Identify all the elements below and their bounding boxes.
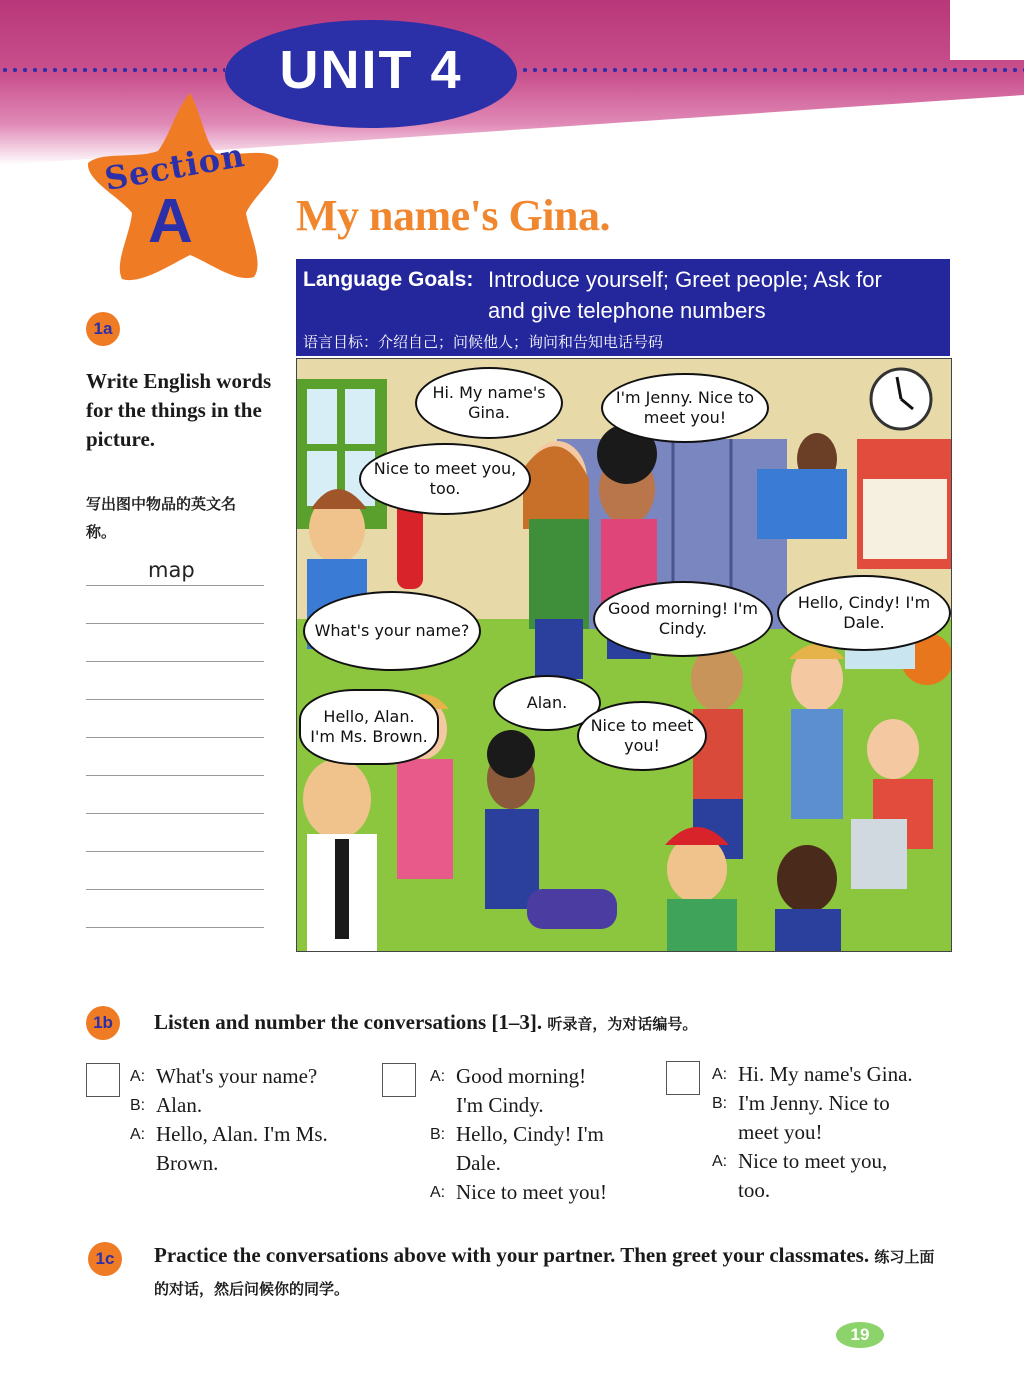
number-box-2[interactable] — [382, 1063, 416, 1097]
section-label: Section — [101, 136, 248, 198]
conversation-3 — [712, 1060, 962, 1205]
number-box-3[interactable] — [666, 1061, 700, 1095]
speaker: B: — [130, 1097, 146, 1114]
conversation-line — [712, 1060, 962, 1089]
conversation-line — [130, 1149, 370, 1178]
line-text: Hi. My name's Gina. — [738, 1062, 913, 1086]
unit-title: UNIT 4 — [279, 40, 463, 100]
exercise-1c-chinese: 练习上面的对话，然后问候你的同学。 — [154, 1248, 935, 1298]
exercise-1a-badge: 1a — [86, 312, 120, 346]
speaker — [712, 1176, 738, 1205]
exercise-1c-badge: 1c — [88, 1242, 122, 1276]
dotted-line-left — [0, 67, 225, 73]
line-text: Hello, Alan. I'm Ms. — [156, 1122, 328, 1146]
goals-chinese: 语言目标：介绍自己；问候他人；询问和告知电话号码 — [303, 333, 664, 351]
answer-example: map — [148, 558, 195, 582]
number-box-1[interactable] — [86, 1063, 120, 1097]
speaker: A: — [130, 1068, 146, 1085]
exercise-1b-badge: 1b — [86, 1006, 120, 1040]
line-text: Hello, Cindy! I'm — [456, 1122, 604, 1146]
answer-line[interactable] — [86, 851, 264, 852]
line-text: Nice to meet you! — [456, 1180, 608, 1204]
speech-bubble-jenny-reply: Nice to meet you, too. — [359, 443, 531, 515]
answer-line[interactable] — [86, 585, 264, 586]
section-letter: A — [148, 187, 193, 256]
line-text: Nice to meet you, — [738, 1149, 888, 1173]
line-text: I'm Cindy. — [456, 1093, 544, 1117]
language-goals-box — [296, 259, 950, 356]
conversation-line — [130, 1062, 370, 1091]
speaker: B: — [430, 1126, 446, 1143]
goals-text-line2: and give telephone numbers — [488, 298, 766, 323]
conversation-1 — [130, 1062, 370, 1178]
line-text: What's your name? — [156, 1064, 318, 1088]
speaker: B: — [712, 1095, 728, 1112]
speech-bubble-alan-reply: Nice to meet you! — [577, 701, 707, 771]
line-text: Brown. — [156, 1151, 219, 1175]
line-text: Dale. — [456, 1151, 501, 1175]
exercise-1b-english: Listen and number the conversations [1–3]. — [154, 1010, 543, 1034]
line-text: too. — [738, 1178, 771, 1202]
speaker: A: — [430, 1068, 446, 1085]
line-text: Good morning! — [456, 1064, 587, 1088]
answer-line[interactable] — [86, 889, 264, 890]
dotted-line-right — [520, 67, 1024, 73]
exercise-1b-chinese: 听录音，为对话编号。 — [547, 1015, 698, 1033]
exercise-1a-chinese: 写出图中物品的英文名称。 — [86, 495, 237, 541]
line-text: meet you! — [738, 1120, 823, 1144]
answer-line[interactable] — [86, 623, 264, 624]
conversation-line — [430, 1062, 660, 1091]
exercise-1c-instruction — [154, 1240, 944, 1304]
conversation-line — [712, 1118, 962, 1147]
conversation-line — [430, 1149, 660, 1178]
speaker: A: — [712, 1153, 728, 1170]
speech-bubble-dale: Hello, Cindy! I'm Dale. — [777, 575, 951, 651]
answer-line[interactable] — [86, 775, 264, 776]
line-text: Alan. — [156, 1093, 203, 1117]
conversation-line — [130, 1091, 370, 1120]
speaker — [130, 1149, 156, 1178]
conversation-line — [712, 1176, 962, 1205]
speaker: A: — [712, 1066, 728, 1083]
exercise-1b-instruction — [154, 1010, 697, 1035]
speaker — [712, 1118, 738, 1147]
conversation-line — [712, 1089, 962, 1118]
answer-line[interactable] — [86, 813, 264, 814]
conversation-line — [130, 1120, 370, 1149]
speech-bubble-brown-greeting: Hello, Alan. I'm Ms. Brown. — [299, 689, 439, 765]
speaker: A: — [130, 1126, 146, 1143]
lesson-title: My name's Gina. — [296, 191, 610, 240]
speaker — [430, 1149, 456, 1178]
conversation-line — [430, 1091, 660, 1120]
speech-bubble-alan: Alan. — [493, 675, 601, 731]
line-text: I'm Jenny. Nice to — [738, 1091, 890, 1115]
conversation-2 — [430, 1062, 660, 1207]
header-corner — [950, 0, 1024, 60]
conversation-line — [430, 1120, 660, 1149]
answer-line[interactable] — [86, 737, 264, 738]
speech-bubble-gina: Hi. My name's Gina. — [415, 367, 563, 439]
answer-line[interactable] — [86, 927, 264, 928]
speech-bubble-brown-question: What's your name? — [303, 591, 481, 671]
page-number: 19 — [836, 1322, 884, 1348]
goals-label: Language Goals: — [303, 268, 474, 291]
conversation-line — [430, 1178, 660, 1207]
speech-bubble-cindy: Good morning! I'm Cindy. — [593, 581, 773, 657]
speaker: A: — [430, 1184, 446, 1201]
speaker — [430, 1091, 456, 1120]
speech-bubble-jenny: I'm Jenny. Nice to meet you! — [601, 373, 769, 443]
goals-text-line1: Introduce yourself; Greet people; Ask for — [488, 267, 882, 292]
exercise-1c-english: Practice the conversations above with your partner. Then greet your classmates. — [154, 1243, 870, 1267]
answer-line[interactable] — [86, 661, 264, 662]
conversation-line — [712, 1147, 962, 1176]
classroom-illustration — [296, 358, 952, 952]
exercise-1a-instruction: Write English words for the things in the picture. — [86, 369, 272, 451]
answer-line[interactable] — [86, 699, 264, 700]
